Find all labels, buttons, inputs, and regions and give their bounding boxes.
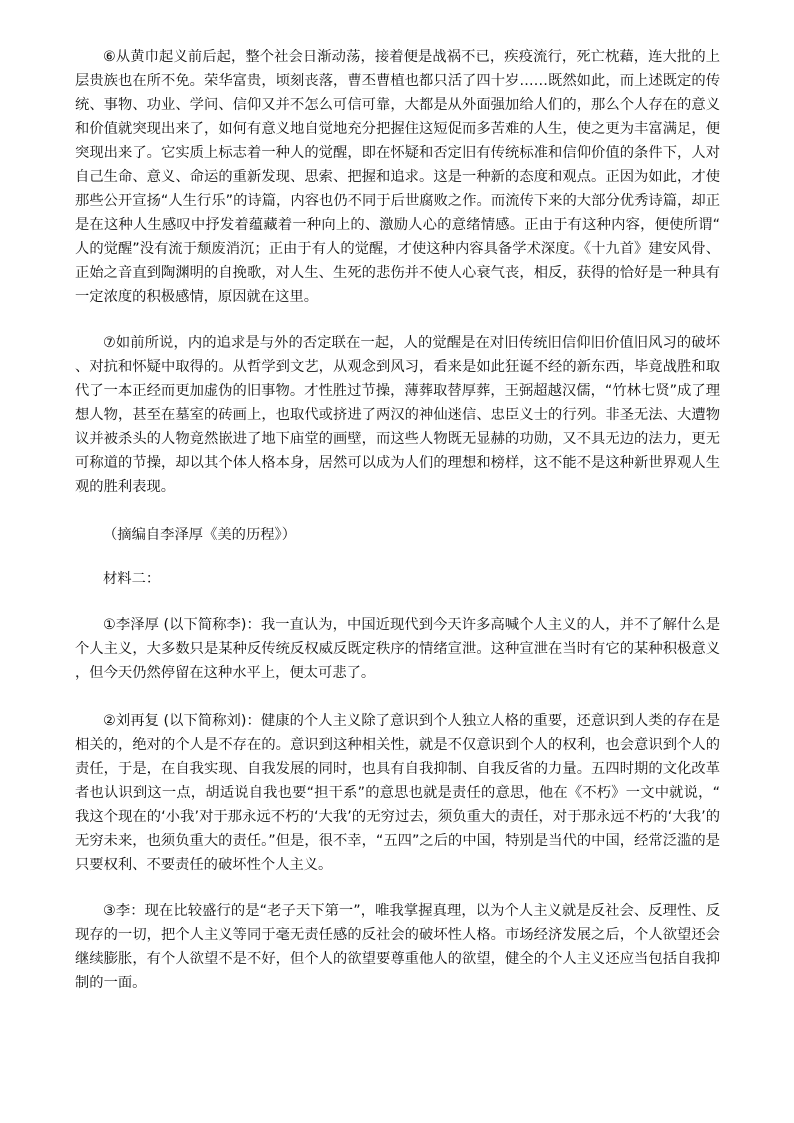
document-body bbox=[75, 45, 720, 995]
paragraph-7: ⑦如前所说，内的追求是与外的否定联在一起，人的觉醒是在对旧传统旧信仰旧价值旧风习的破坏、对抗和怀疑中取得的。从哲学到文艺，从观念到风习，看来是如此狂诞不经的新东西，毕竟战胜和取代了一本正经而更加虚伪的旧事物。才性胜过节操，薄葬取替厚葬，王弼超越汉儒，“竹林七贤”成了理想人物，甚至在墓室的砖画上，也取代或挤进了两汉的神仙迷信、忠臣义士的行列。非圣无法、大遭物议并被杀头的人物竟然嵌进了地下庙堂的画壁，而这些人物既无显赫的功勋，又不具无边的法力，更无可称道的节操，却以其个体人格本身，居然可以成为人们的理想和榜样，这不能不是这种新世界观人生观的胜利表现。 bbox=[75, 335, 720, 495]
paragraph-gap bbox=[75, 499, 720, 523]
section-label-material-two: 材料二： bbox=[103, 571, 161, 587]
paragraph-gap bbox=[75, 685, 720, 709]
paragraph-gap bbox=[75, 309, 720, 331]
dialogue-liu-2: ②刘再复 (以下简称刘)：健康的个人主义除了意识到个人独立人格的重要，还意识到人类的存在是相关的，绝对的个人是不存在的。意识到这种相关性，就是不仅意识到个人的权利，也会意识到个人的责任，于是，在自我实现、自我发展的同时，也具有自我抑制、自我反省的力量。五四时期的文化改革者也认识到这一点，胡适说自我也要“担干系”的意思也就是责任的意思，他在《不朽》一文中就说，“我这个现在的‘小我’对于那永远不朽的‘大我’的无穷过去，须负重大的责任，对于那永远不朽的‘大我’的无穷未来，也须负重大的责任。”但是，很不幸，“五四”之后的中国，特别是当代的中国，经常泛滥的是只要权利、不要责任的破坏性个人主义。 bbox=[75, 713, 720, 873]
paragraph-gap bbox=[75, 547, 720, 567]
dialogue-li-3: ③李：现在比较盛行的是“老子天下第一”，唯我掌握真理，以为个人主义就是反社会、反理性、反现存的一切，把个人主义等同于毫无责任感的反社会的破坏性人格。市场经济发展之后，个人欲望还会继续膨胀，有个人欲望不是不好，但个人的欲望要尊重他人的欲望，健全的个人主义还应当包括自我抑制的一面。 bbox=[75, 903, 720, 991]
paragraph-gap bbox=[75, 877, 720, 899]
source-citation: （摘编自李泽厚《美的历程》） bbox=[103, 527, 297, 543]
dialogue-li-1: ①李泽厚 (以下简称李)：我一直认为，中国近现代到今天许多高喊个人主义的人，并不了解什么是个人主义，大多数只是某种反传统反权威反既定秩序的情绪宣泄。这种宣泄在当时有它的某种积极意义，但今天仍然停留在这种水平上，便太可悲了。 bbox=[75, 617, 720, 681]
paragraph-6: ⑥从黄巾起义前后起，整个社会日渐动荡，接着便是战祸不已，疾疫流行，死亡枕藉，连大批的上层贵族也在所不免。荣华富贵，顷刻丧落，曹丕曹植也都只活了四十岁……既然如此，而上述既定的传统、事物、功业、学问、信仰又并不怎么可信可靠，大都是从外面强加给人们的，那么个人存在的意义和价值就突现出来了，如何有意义地自觉地充分把握住这短促而多苦难的人生，使之更为丰富满足，便突现出来了。它实质上标志着一种人的觉醒，即在怀疑和否定旧有传统标准和信仰价值的条件下，人对自己生命、意义、命运的重新发现、思索、把握和追求。这是一种新的态度和观点。正因为如此，才使那些公开宣扬“人生行乐”的诗篇，内容也仍不同于后世腐败之作。而流传下来的大部分优秀诗篇，却正是在这种人生感叹中抒发着蕴藏着一种向上的、激励人心的意绪情感。正由于有这种内容，便使所谓“人的觉醒”没有流于颓废消沉；正由于有人的觉醒，才使这种内容具备学术深度。《十九首》建安风骨、正始之音直到陶渊明的自挽歌，对人生、生死的悲伤并不使人心衰气丧，相反，获得的恰好是一种具有一定浓度的积极感情，原因就在这里。 bbox=[75, 49, 720, 305]
paragraph-gap bbox=[75, 591, 720, 613]
